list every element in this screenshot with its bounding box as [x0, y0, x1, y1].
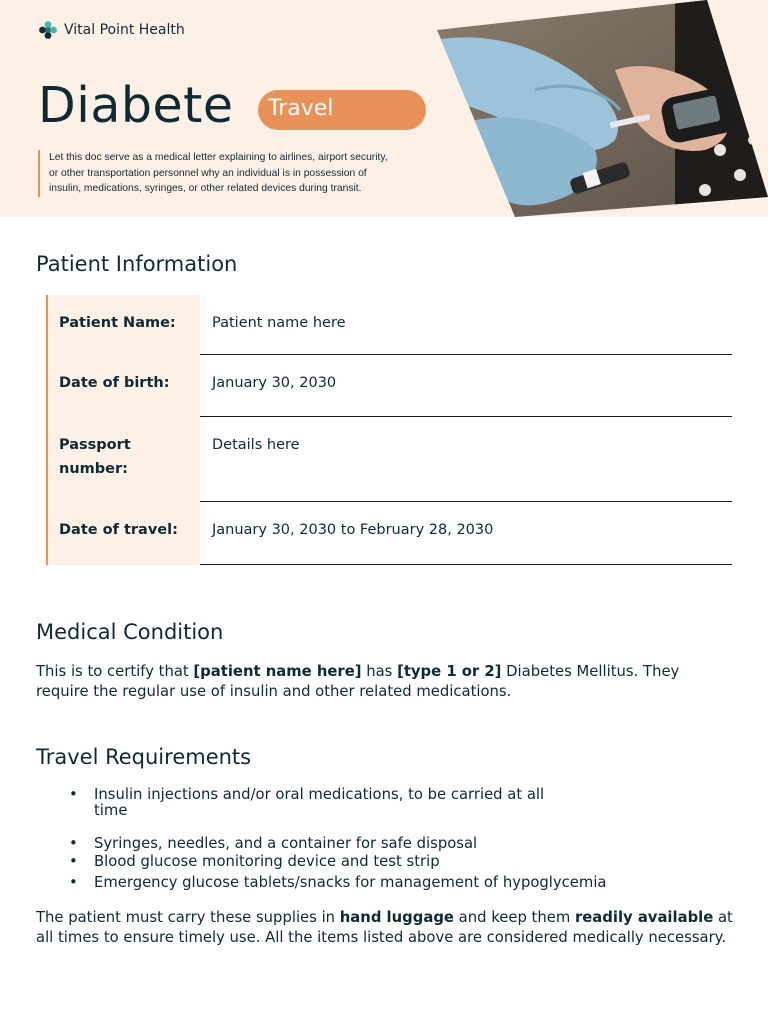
field-value: January 30, 2030	[200, 355, 732, 417]
field-label: Date of travel:	[48, 502, 200, 565]
page-title: Diabete	[38, 77, 234, 134]
intro-line: insulin, medications, syringes, or other related devices during transit.	[49, 183, 362, 194]
glucose-test-photo	[435, 0, 768, 217]
brand-logo-icon	[38, 20, 58, 40]
requirements-list	[36, 787, 736, 891]
text-run: and keep them	[453, 909, 575, 926]
intro-line: Let this doc serve as a medical letter explaining to airlines, airport security,	[49, 152, 388, 163]
field-value: Patient name here	[200, 295, 732, 355]
hero-banner	[0, 0, 768, 217]
readily-available-emphasis: readily available	[574, 909, 714, 926]
table-row	[48, 295, 732, 355]
text-run: at all times to ensure timely use. All the items listed above are considered medically necessary.	[36, 909, 733, 946]
field-value: Details here	[200, 417, 732, 502]
field-label: Passport number:	[48, 417, 200, 502]
brand	[38, 20, 185, 40]
field-label: Patient Name:	[48, 295, 200, 355]
brand-name: Vital Point Health	[64, 22, 185, 38]
intro-text	[38, 150, 438, 197]
table-row	[48, 355, 732, 417]
travel-tag: Travel	[258, 90, 426, 130]
text-run: The patient must carry these supplies in	[36, 909, 340, 926]
field-value: January 30, 2030 to February 28, 2030	[200, 502, 732, 565]
diabetes-type-placeholder: [type 1 or 2]	[397, 663, 502, 680]
medical-condition-heading: Medical Condition	[36, 620, 224, 644]
list-item: • Emergency glucose tablets/snacks for management of hypoglycemia	[36, 875, 736, 891]
list-item: • Insulin injections and/or oral medications, to be carried at all time	[36, 787, 556, 819]
list-item: • Blood glucose monitoring device and test strip	[36, 854, 736, 870]
closing-note	[36, 908, 736, 948]
hand-luggage-emphasis: hand luggage	[339, 909, 454, 926]
travel-requirements-heading: Travel Requirements	[36, 745, 252, 769]
text-run: has	[361, 663, 398, 680]
table-row	[48, 502, 732, 565]
text-run: This is to certify that	[36, 663, 194, 680]
medical-condition-text	[36, 662, 736, 702]
text-run: Diabetes Mellitus. They require the regular use of insulin and other related medications.	[36, 663, 680, 700]
field-label: Date of birth:	[48, 355, 200, 417]
table-row	[48, 417, 732, 502]
list-item: • Syringes, needles, and a container for safe disposal	[36, 836, 736, 852]
intro-line: or other transportation personnel why an individual is in possession of	[49, 167, 367, 179]
patient-info-heading: Patient Information	[36, 252, 238, 276]
patient-name-placeholder: [patient name here]	[193, 663, 362, 680]
